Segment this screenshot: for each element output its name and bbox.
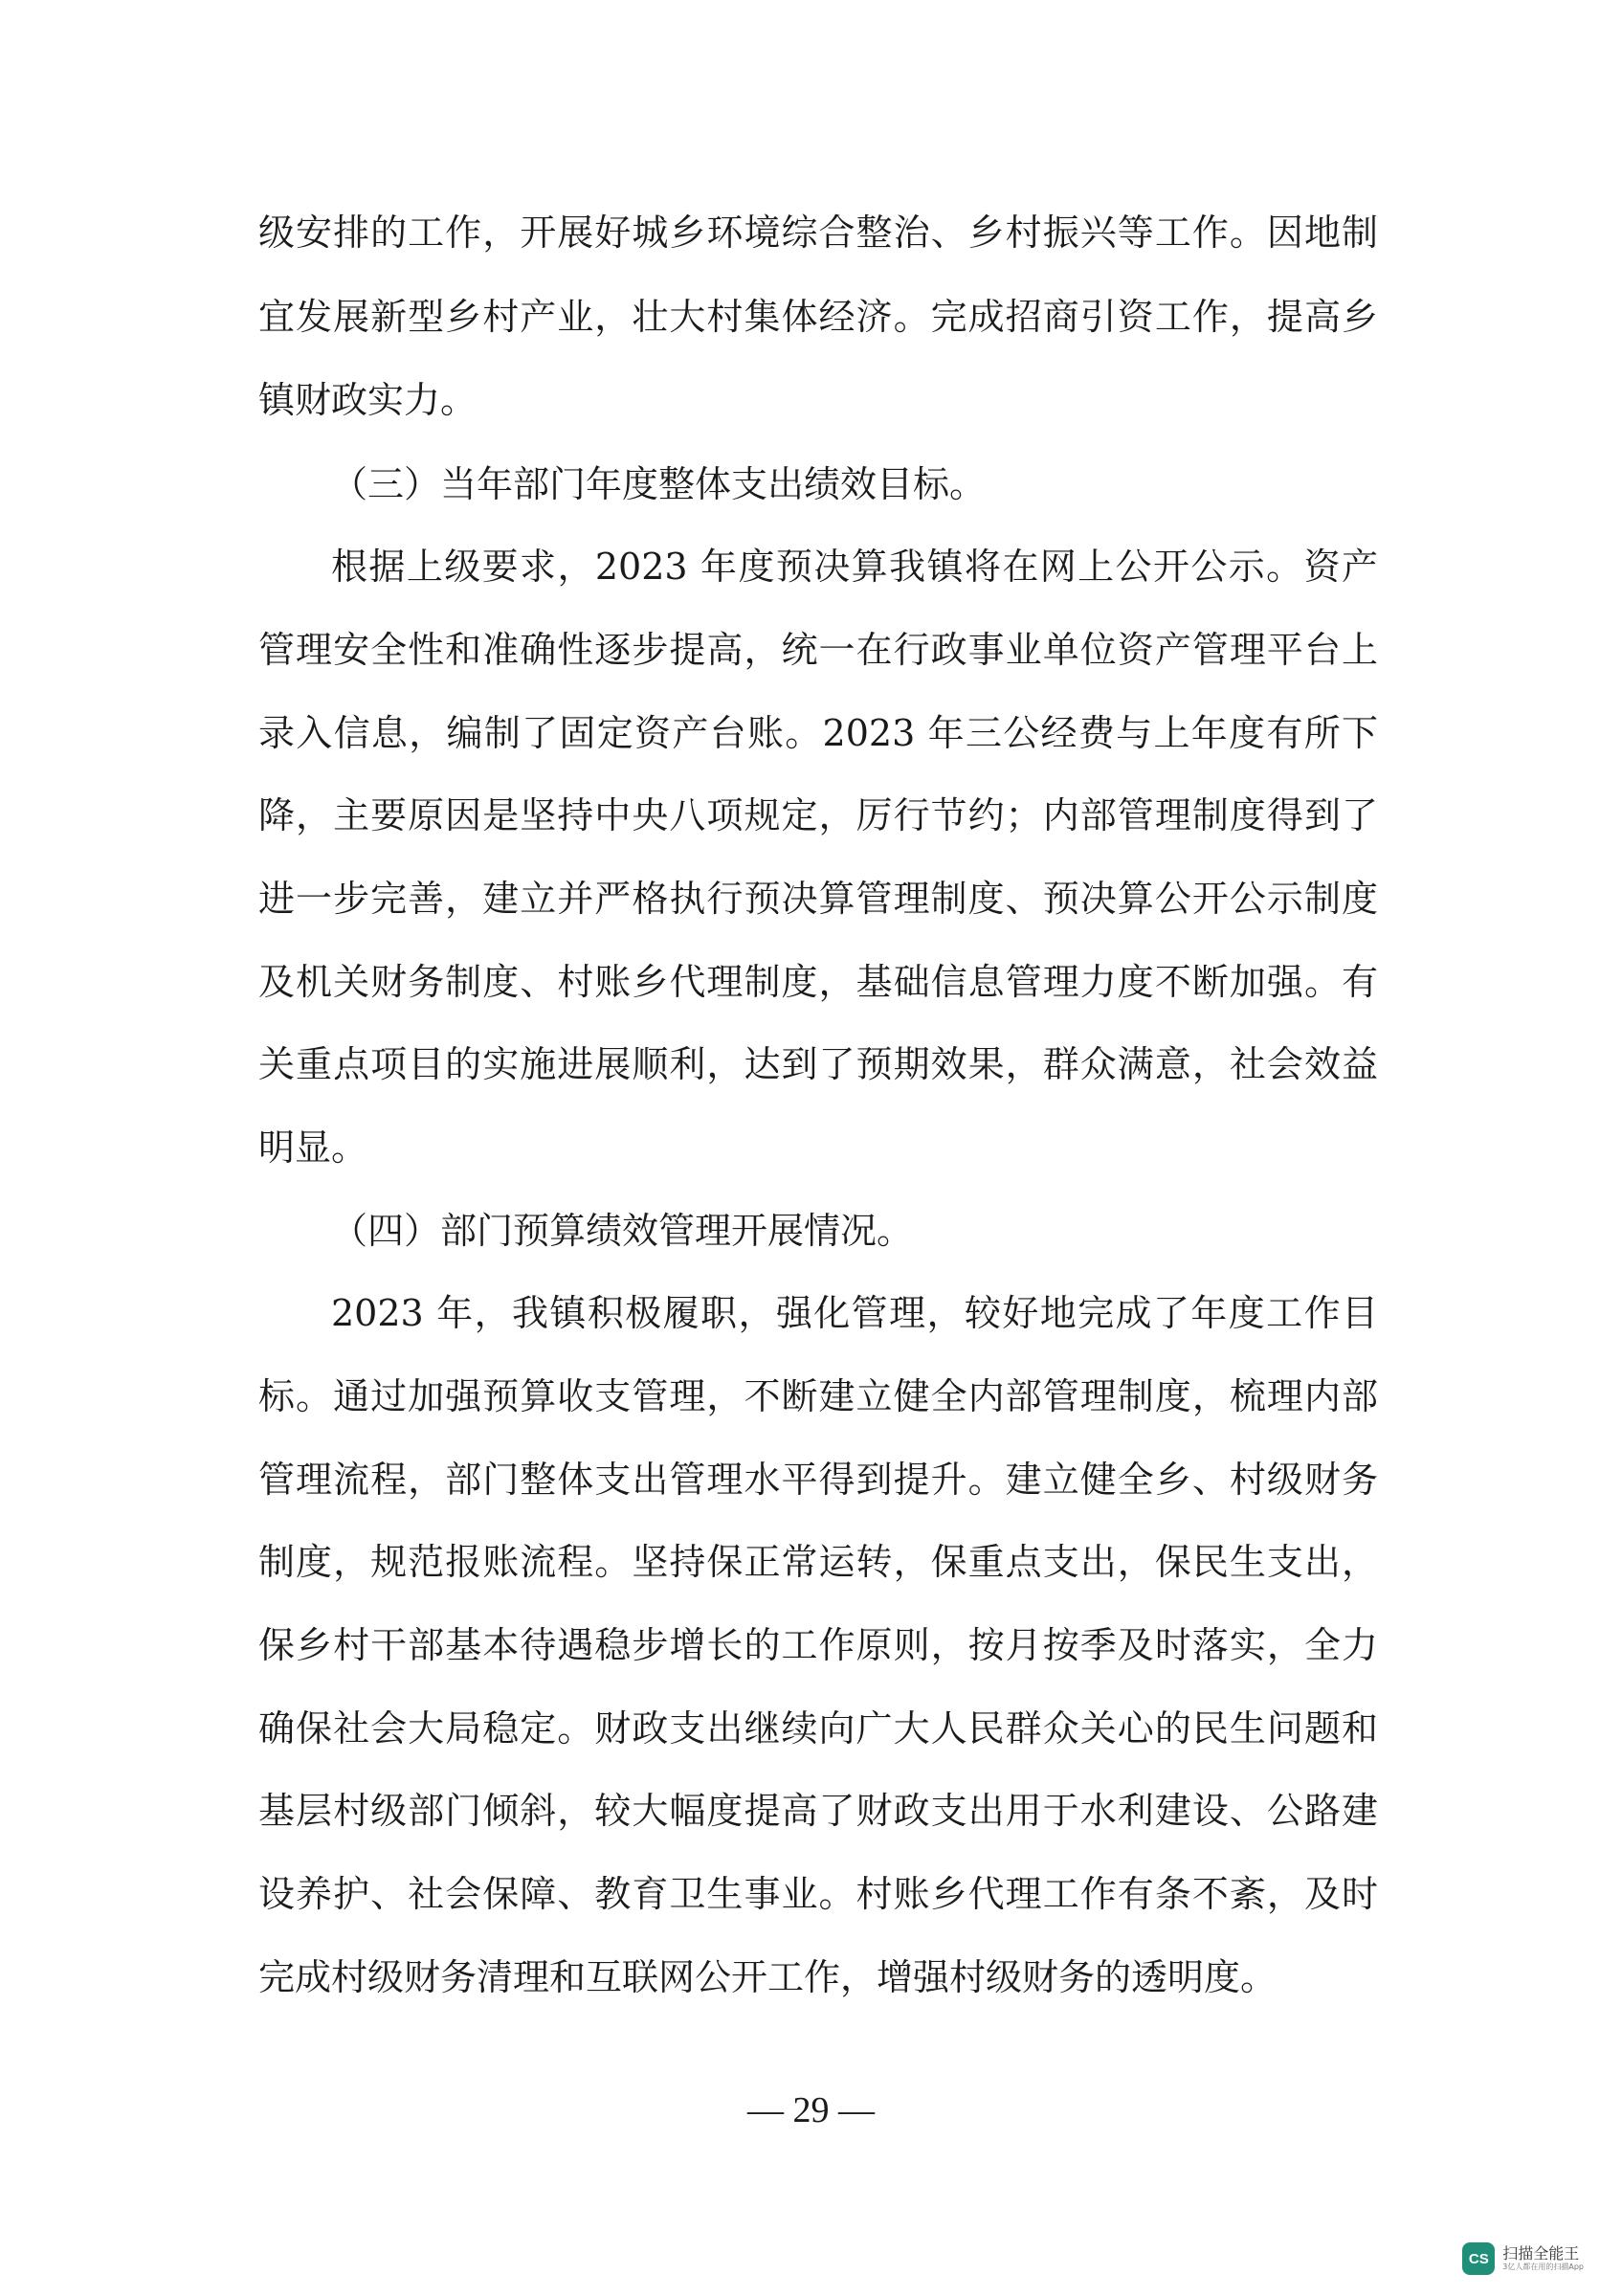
section-heading: （四）部门预算绩效管理开展情况。: [331, 1210, 914, 1252]
text-line: 设养护、社会保障、教育卫生事业。村账乡代理工作有条不紊，及时: [258, 1873, 1378, 1915]
text-line: 完成村级财务清理和互联网公开工作，增强村级财务的透明度。: [258, 1956, 1278, 1998]
text-line: 制度，规范报账流程。坚持保正常运转，保重点支出，保民生支出，: [258, 1541, 1378, 1583]
text-line: 进一步完善，建立并严格执行预决算管理制度、预决算公开公示制度: [258, 878, 1378, 920]
text-line: 基层村级部门倾斜，较大幅度提高了财政支出用于水利建设、公路建: [258, 1790, 1378, 1832]
page-number: — 29 —: [747, 2090, 875, 2130]
text-line: 录入信息，编制了固定资产台账。2023 年三公经费与上年度有所下: [258, 712, 1378, 754]
watermark-title: 扫描全能王: [1502, 2244, 1580, 2263]
text-line: 2023 年，我镇积极履职，强化管理，较好地完成了年度工作目: [331, 1292, 1378, 1334]
text-line: 管理安全性和准确性逐步提高，统一在行政事业单位资产管理平台上: [258, 629, 1378, 671]
camscanner-logo-icon: CS: [1462, 2242, 1495, 2275]
text-line: 标。通过加强预算收支管理，不断建立健全内部管理制度，梳理内部: [258, 1375, 1378, 1417]
scanner-watermark: [1462, 2242, 1584, 2275]
text-line: 及机关财务制度、村账乡代理制度，基础信息管理力度不断加强。有: [258, 961, 1378, 1003]
text-line: 关重点项目的实施进展顺利，达到了预期效果，群众满意，社会效益: [258, 1043, 1378, 1085]
text-line: 根据上级要求，2023 年度预决算我镇将在网上公开公示。资产: [331, 546, 1378, 588]
watermark-subtitle: 3亿人都在用的扫描App: [1502, 2263, 1584, 2271]
text-line: 镇财政实力。: [258, 379, 478, 421]
text-line: 降，主要原因是坚持中央八项规定，厉行节约；内部管理制度得到了: [258, 794, 1378, 836]
section-heading: （三）当年部门年度整体支出绩效目标。: [331, 463, 987, 505]
text-line: 级安排的工作，开展好城乡环境综合整治、乡村振兴等工作。因地制: [258, 212, 1378, 254]
text-line: 明显。: [258, 1126, 368, 1169]
text-line: 保乡村干部基本待遇稳步增长的工作原则，按月按季及时落实，全力: [258, 1624, 1378, 1666]
text-line: 管理流程，部门整体支出管理水平得到提升。建立健全乡、村级财务: [258, 1459, 1378, 1501]
text-line: 确保社会大局稳定。财政支出继续向广大人民群众关心的民生问题和: [258, 1707, 1378, 1750]
watermark-text: [1502, 2245, 1584, 2272]
text-line: 宜发展新型乡村产业，壮大村集体经济。完成招商引资工作，提高乡: [258, 296, 1378, 338]
